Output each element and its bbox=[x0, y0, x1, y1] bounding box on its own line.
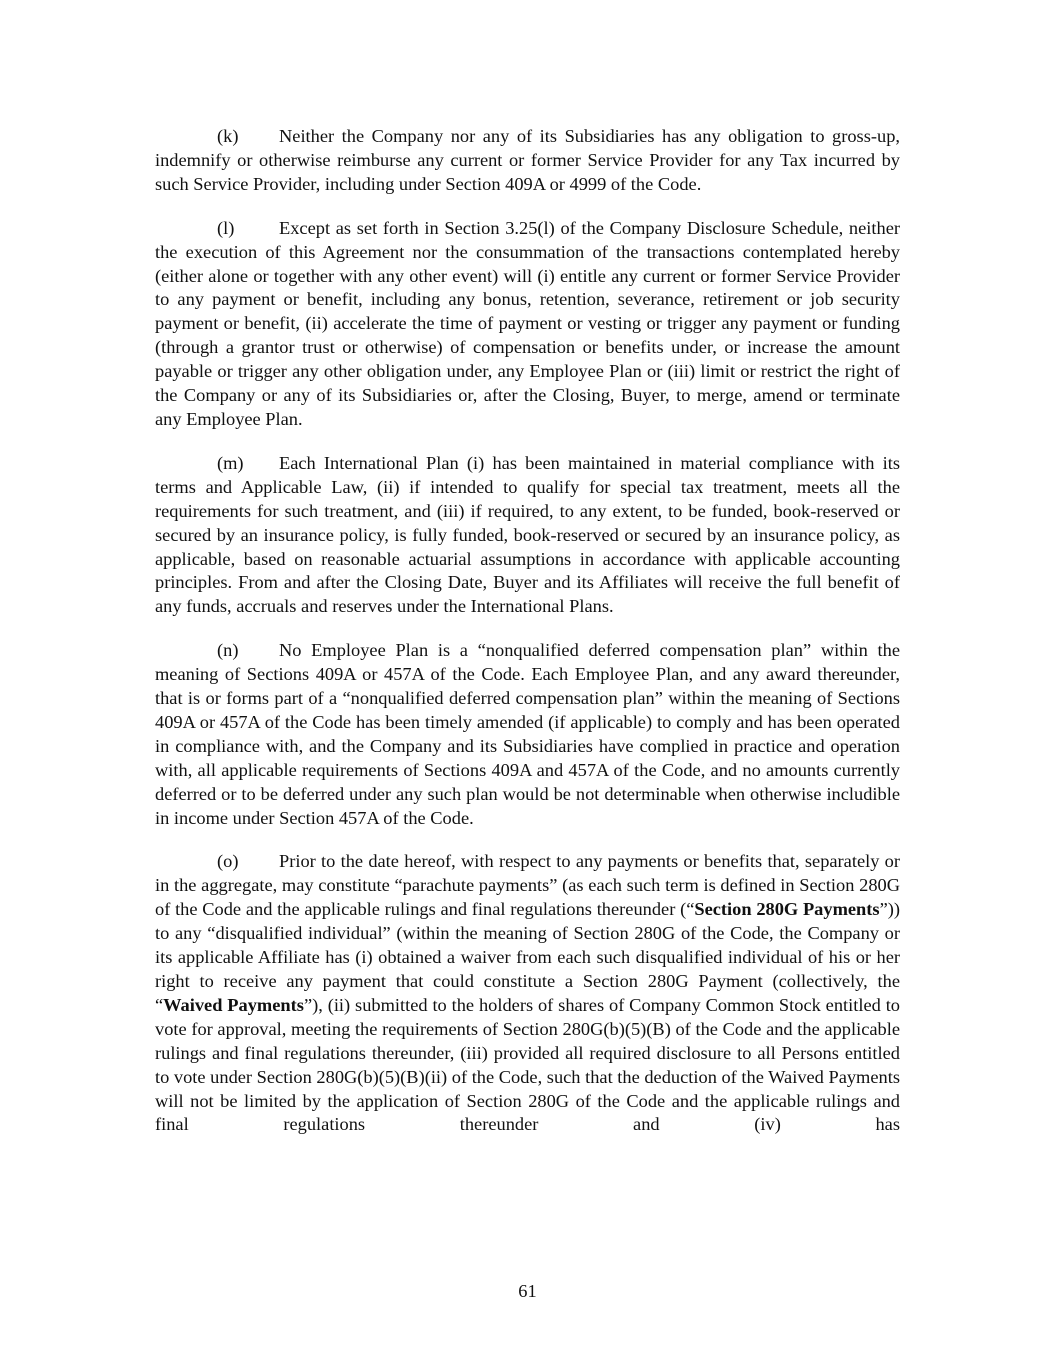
paragraph-n bbox=[155, 639, 900, 830]
paragraph-text: Neither the Company nor any of its Subsidiaries has any obligation to gross-up, indemnify or otherwise reimburse any current or former Service Provider for any Tax incurred by such Service Provider, including under Section 409A or 4999 of the Code. bbox=[155, 126, 900, 194]
paragraph-text: ”), (ii) submitted to the holders of shares of Company Common Stock entitled to vote for approval, meeting the requirements of Section 280G(b)(5)(B) of the Code and the applicable rulings and final regulations thereunder, (iii) provided all required disclosure to all Persons entitled to vote under Section 280G(b)(5)(B)(ii) of the Code, such that the deduction of the Waived Payments will not be limited by the application of Section 280G of the Code and the applicable rulings and final regulations thereunder and (iv) has bbox=[155, 994, 901, 1135]
paragraph-text: Except as set forth in Section 3.25(l) of the Company Disclosure Schedule, neither the execution of this Agreement nor the consummation of the transactions contemplated hereby (either alone or together with any other event) will (i) entitle any current or former Service Provider to any payment or benefit, including any bonus, retention, severance, retirement or job security payment or benefit, (ii) accelerate the time of payment or vesting or trigger any payment or funding (through a grantor trust or otherwise) of compensation or benefits under, or increase the amount payable or trigger any other obligation under, any Employee Plan or (iii) limit or restrict the right of the Company or any of its Subsidiaries or, after the Closing, Buyer, to merge, amend or terminate any Employee Plan. bbox=[155, 217, 900, 429]
paragraph-marker: (k) bbox=[217, 126, 239, 146]
paragraph-k bbox=[155, 125, 900, 197]
document-page bbox=[155, 125, 900, 1157]
paragraph-marker: (m) bbox=[217, 452, 244, 473]
paragraph-m bbox=[155, 452, 900, 619]
paragraph-l bbox=[155, 217, 900, 432]
paragraph-marker: (o) bbox=[217, 851, 239, 872]
page-number: 61 bbox=[518, 1281, 537, 1301]
paragraph-text: No Employee Plan is a “nonqualified deferred compensation plan” within the meaning of Sections 409A or 457A of the Code. Each Employee Plan, and any award thereunder, that is or forms part of a “nonqualified deferred compensation plan” within the meaning of Sections 409A or 457A of the Code has been timely amended (if applicable) to comply and has been operated in compliance with, and the Company and its Subsidiaries have complied in practice and operation with, all applicable requirements of Sections 409A and 457A of the Code, and no amounts currently deferred or to be deferred under any such plan would be not determinable when otherwise includible in income under Section 457A of the Code. bbox=[155, 640, 900, 828]
paragraph-text: ”)) to any “disqualified individual” (within the meaning of Section 280G of the Code, the Company or its applicable Affiliate has (i) obtained a waiver from each such disqualified individual of his or her right to receive any payment that could constitute a Section 280G Payment (collectively, the “ bbox=[155, 899, 900, 1015]
paragraph-text: Each International Plan (i) has been maintained in material compliance with its terms and Applicable Law, (ii) if intended to qualify for special tax treatment, meets all the requirements for such treatment, and (iii) if required, to any extent, to be funded, book-reserved or secured by an insurance policy, is fully funded, book-reserved or secured by an insurance policy, as applicable, based on reasonable actuarial assumptions in accordance with applicable accounting principles. From and after the Closing Date, Buyer and its Affiliates will receive the full benefit of any funds, accruals and reserves under the International Plans. bbox=[155, 452, 900, 617]
paragraph-text: Prior to the date hereof, with respect to any payments or benefits that, separately or in the aggregate, may constitute “parachute payments” (as each such term is defined in Section 280G of the Code and the applicable rulings and final regulations thereunder (“ bbox=[155, 851, 900, 920]
paragraph-marker: (n) bbox=[217, 640, 239, 661]
paragraph-marker: (l) bbox=[217, 217, 235, 238]
defined-term-waived-payments: Waived Payments bbox=[163, 994, 304, 1015]
paragraph-o bbox=[155, 850, 900, 1137]
defined-term-section-280g-payments: Section 280G Payments bbox=[694, 899, 880, 920]
